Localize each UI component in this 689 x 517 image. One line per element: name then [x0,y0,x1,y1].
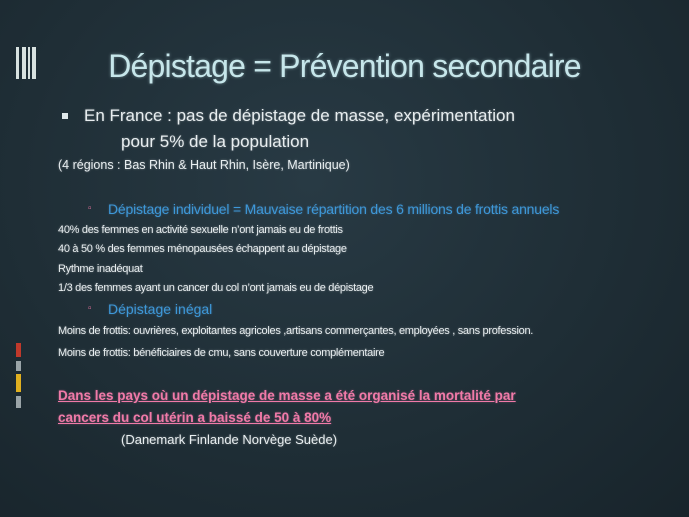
list-item: Moins de frottis: ouvrières, exploitantes agricoles ,artisans commerçantes, employées , sans profession. [58,325,534,337]
subheading-unequal: Dépistage inégal [108,301,213,317]
bullet-square-icon [62,113,68,119]
countries-note: (Danemark Finlande Norvège Suède) [121,432,338,447]
list-item: Rythme inadéquat [58,263,143,275]
bullet-text-line1: En France : pas de dépistage de masse, expérimentation [84,106,515,125]
sub-bullet-icon: ▫ [88,303,92,314]
bullet-text-line2: pour 5% de la population [121,132,310,151]
slide-title: Dépistage = Prévention secondaire [108,48,581,84]
list-item: 40% des femmes en activité sexuelle n’ont jamais eu de frottis [58,224,343,236]
conclusion-line1: Dans les pays où un dépistage de masse a été organisé la mortalité par [58,388,516,403]
subheading-individual: Dépistage individuel = Mauvaise répartition des 6 millions de frottis annuels [108,201,560,217]
list-item: 1/3 des femmes ayant un cancer du col n’ont jamais eu de dépistage [58,282,374,294]
conclusion-line2: cancers du col utérin a baissé de 50 à 80% [58,410,332,425]
sub-bullet-icon: ▫ [88,203,92,214]
regions-note: (4 régions : Bas Rhin & Haut Rhin, Isère, Martinique) [58,158,350,172]
list-item: Moins de frottis: bénéficiaires de cmu, sans couverture complémentaire [58,347,385,359]
list-item: 40 à 50 % des femmes ménopausées échappent au dépistage [58,243,347,255]
